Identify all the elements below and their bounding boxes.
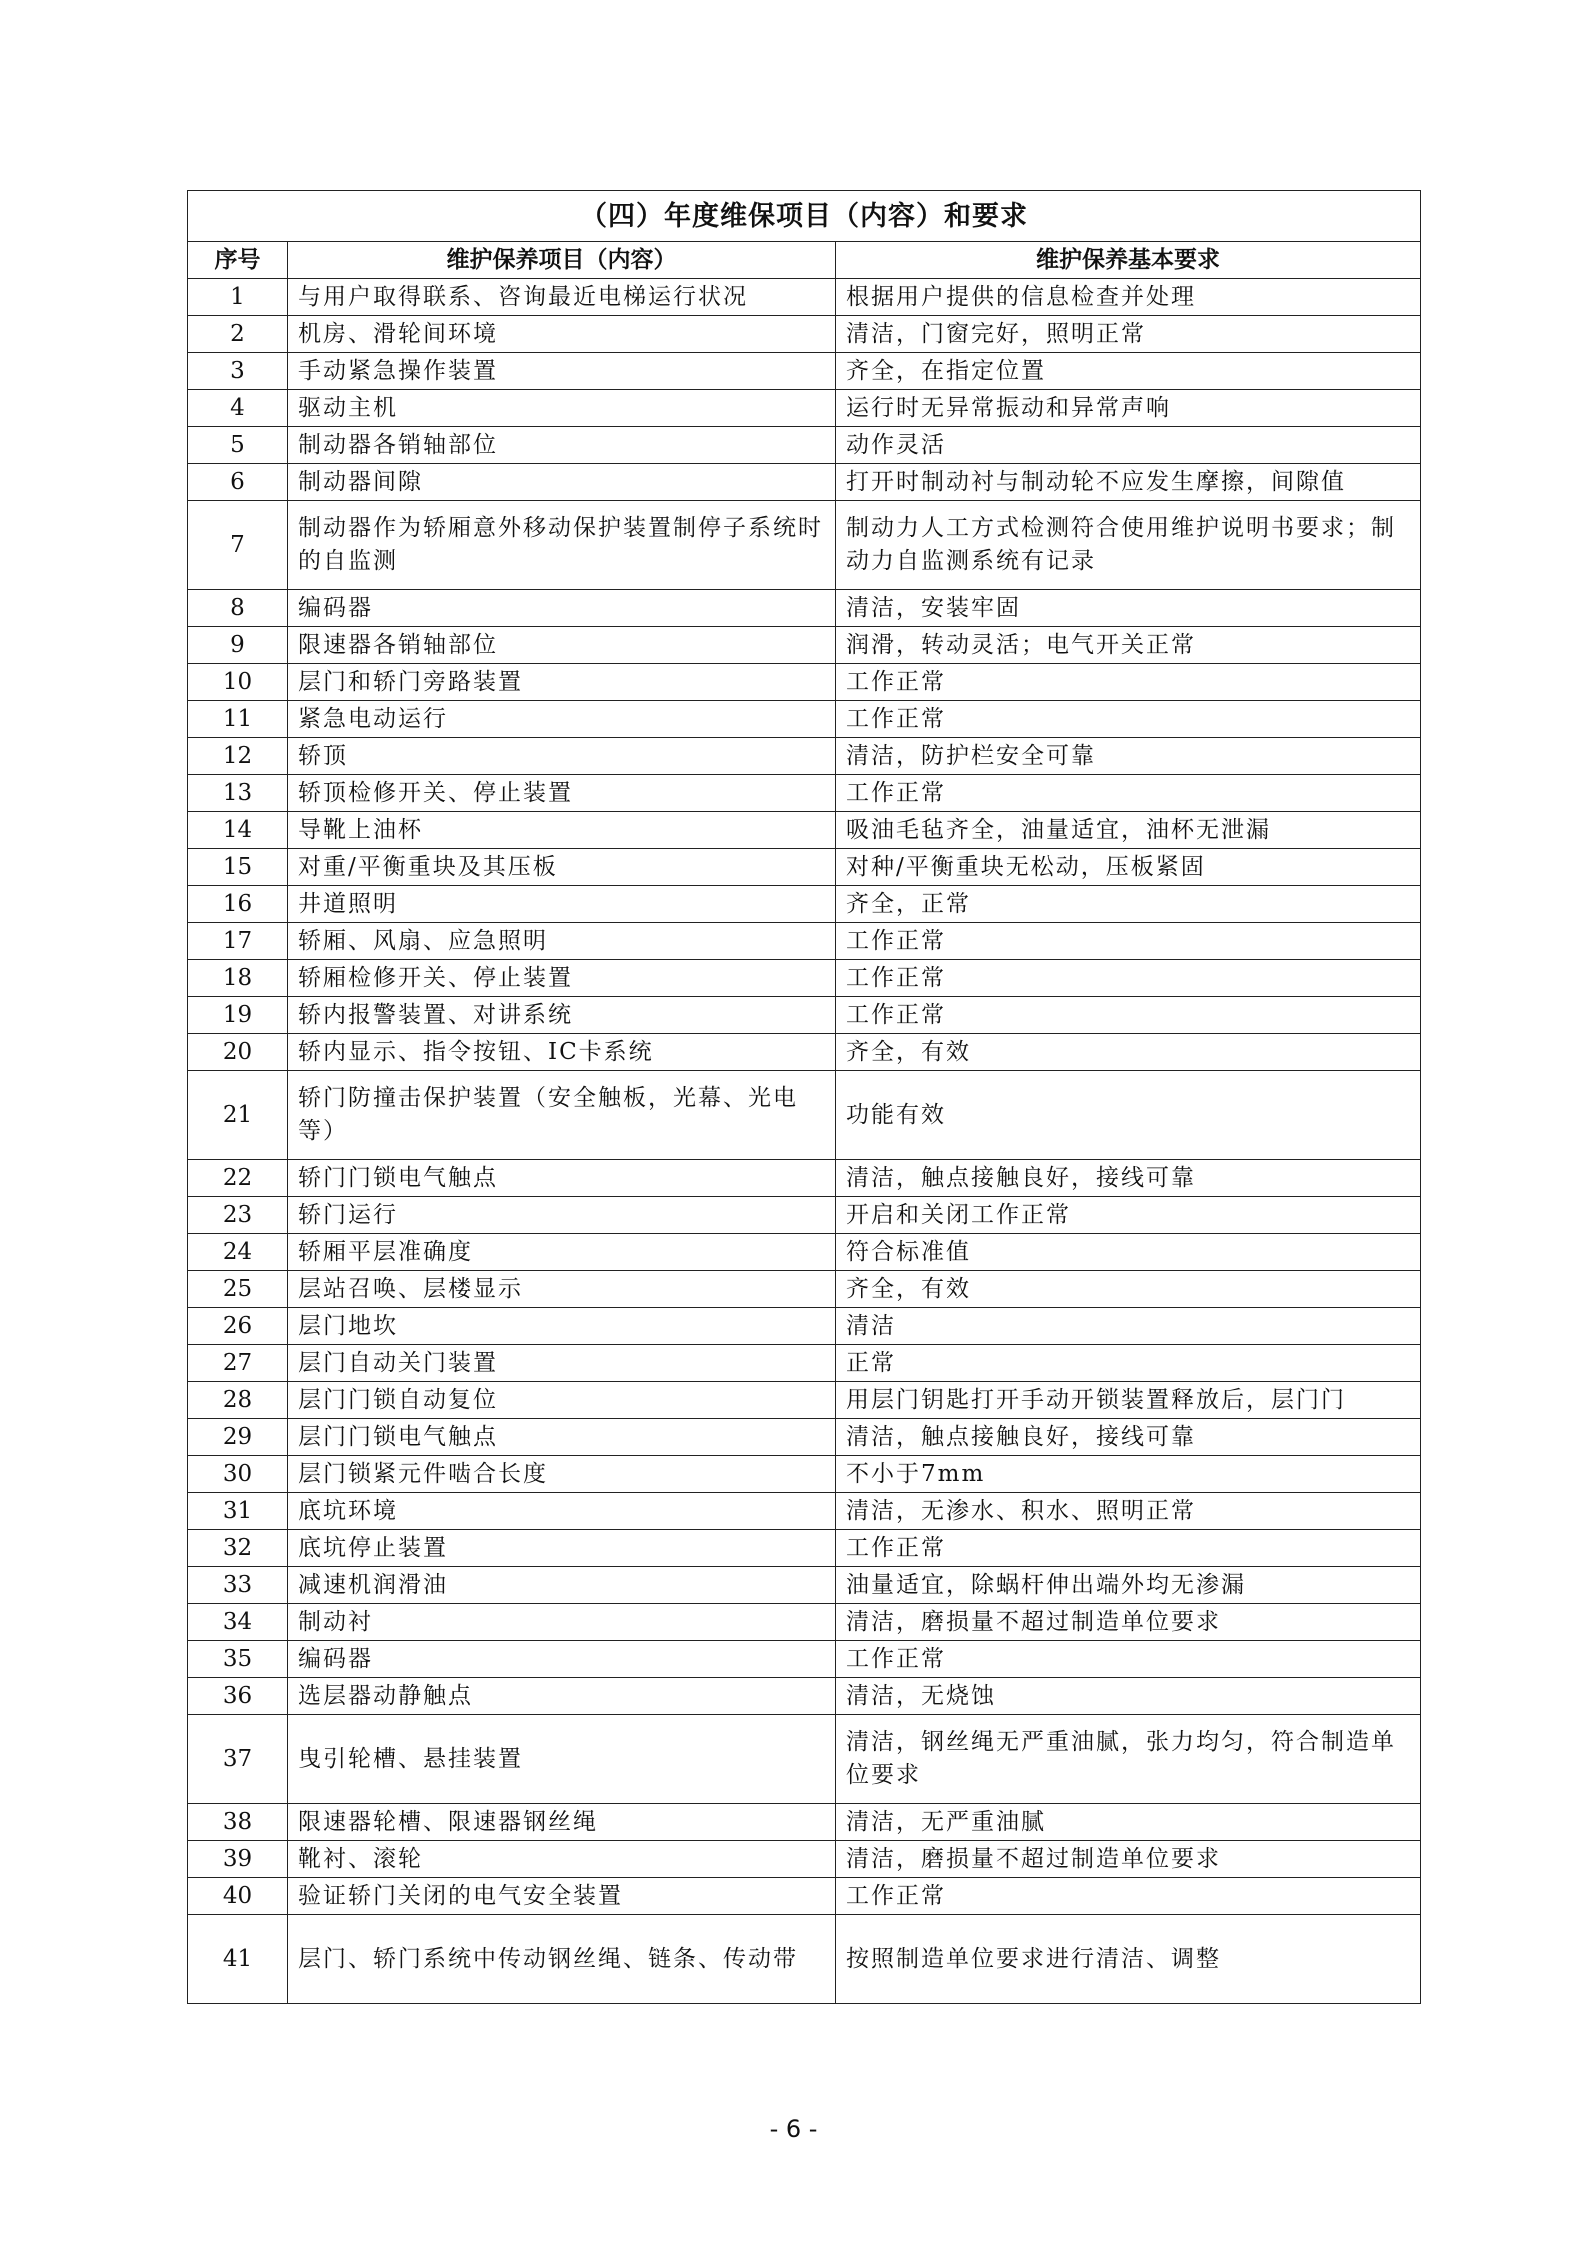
cell-no: 22: [188, 1160, 288, 1197]
table-row: [188, 1878, 1421, 1915]
cell-requirement: 功能有效: [836, 1071, 1421, 1160]
cell-item: 层门门锁自动复位: [288, 1382, 836, 1419]
cell-requirement: 工作正常: [836, 923, 1421, 960]
table-title-row: [188, 191, 1421, 242]
table-row: [188, 1345, 1421, 1382]
table-row: [188, 849, 1421, 886]
cell-requirement: 不小于7mm: [836, 1456, 1421, 1493]
cell-no: 2: [188, 316, 288, 353]
cell-requirement: 工作正常: [836, 997, 1421, 1034]
table-row: [188, 464, 1421, 501]
cell-no: 16: [188, 886, 288, 923]
cell-item: 轿厢平层准确度: [288, 1234, 836, 1271]
cell-item: 验证轿门关闭的电气安全装置: [288, 1878, 836, 1915]
cell-no: 30: [188, 1456, 288, 1493]
cell-no: 20: [188, 1034, 288, 1071]
cell-item: 手动紧急操作装置: [288, 353, 836, 390]
cell-item: 层门、轿门系统中传动钢丝绳、链条、传动带: [288, 1915, 836, 2004]
cell-item: 底坑环境: [288, 1493, 836, 1530]
cell-no: 1: [188, 279, 288, 316]
table-row: [188, 960, 1421, 997]
cell-no: 37: [188, 1715, 288, 1804]
cell-no: 39: [188, 1841, 288, 1878]
table-row: [188, 316, 1421, 353]
cell-no: 24: [188, 1234, 288, 1271]
cell-requirement: 清洁: [836, 1308, 1421, 1345]
cell-item: 驱动主机: [288, 390, 836, 427]
cell-item: 对重/平衡重块及其压板: [288, 849, 836, 886]
header-item: 维护保养项目（内容）: [288, 242, 836, 279]
cell-no: 40: [188, 1878, 288, 1915]
cell-item: 曳引轮槽、悬挂装置: [288, 1715, 836, 1804]
cell-no: 41: [188, 1915, 288, 2004]
cell-no: 27: [188, 1345, 288, 1382]
cell-requirement: 工作正常: [836, 664, 1421, 701]
cell-requirement: 清洁，门窗完好，照明正常: [836, 316, 1421, 353]
table-row: [188, 812, 1421, 849]
maintenance-table: [187, 190, 1421, 2004]
table-row: [188, 1567, 1421, 1604]
cell-requirement: 工作正常: [836, 1530, 1421, 1567]
cell-requirement: 清洁，无渗水、积水、照明正常: [836, 1493, 1421, 1530]
cell-no: 26: [188, 1308, 288, 1345]
table-row: [188, 1234, 1421, 1271]
cell-requirement: 齐全，正常: [836, 886, 1421, 923]
cell-no: 8: [188, 590, 288, 627]
cell-no: 11: [188, 701, 288, 738]
table-row: [188, 775, 1421, 812]
table-row: [188, 1641, 1421, 1678]
cell-item: 靴衬、滚轮: [288, 1841, 836, 1878]
cell-item: 层门地坎: [288, 1308, 836, 1345]
table-row: [188, 1604, 1421, 1641]
cell-item: 制动器间隙: [288, 464, 836, 501]
table-row: [188, 1456, 1421, 1493]
cell-item: 限速器各销轴部位: [288, 627, 836, 664]
cell-requirement: 工作正常: [836, 701, 1421, 738]
table-row: [188, 627, 1421, 664]
cell-requirement: 用层门钥匙打开手动开锁装置释放后，层门门: [836, 1382, 1421, 1419]
cell-no: 23: [188, 1197, 288, 1234]
table-row: [188, 1493, 1421, 1530]
table-row: [188, 997, 1421, 1034]
cell-no: 34: [188, 1604, 288, 1641]
cell-requirement: 工作正常: [836, 960, 1421, 997]
cell-item: 与用户取得联系、咨询最近电梯运行状况: [288, 279, 836, 316]
table-row: [188, 1271, 1421, 1308]
cell-item: 层门自动关门装置: [288, 1345, 836, 1382]
table-row: [188, 1382, 1421, 1419]
cell-requirement: 清洁，触点接触良好，接线可靠: [836, 1160, 1421, 1197]
cell-requirement: 清洁，无严重油腻: [836, 1804, 1421, 1841]
cell-item: 轿门运行: [288, 1197, 836, 1234]
cell-item: 轿内显示、指令按钮、IC卡系统: [288, 1034, 836, 1071]
cell-requirement: 工作正常: [836, 775, 1421, 812]
cell-no: 7: [188, 501, 288, 590]
table-row: [188, 738, 1421, 775]
table-row: [188, 1915, 1421, 2004]
cell-item: 层门锁紧元件啮合长度: [288, 1456, 836, 1493]
table-row: [188, 1071, 1421, 1160]
cell-requirement: 清洁，磨损量不超过制造单位要求: [836, 1841, 1421, 1878]
cell-item: 底坑停止装置: [288, 1530, 836, 1567]
cell-no: 25: [188, 1271, 288, 1308]
cell-item: 编码器: [288, 1641, 836, 1678]
cell-item: 井道照明: [288, 886, 836, 923]
cell-no: 14: [188, 812, 288, 849]
cell-requirement: 齐全，有效: [836, 1034, 1421, 1071]
table-row: [188, 427, 1421, 464]
cell-requirement: 清洁，安装牢固: [836, 590, 1421, 627]
cell-no: 3: [188, 353, 288, 390]
cell-item: 层门门锁电气触点: [288, 1419, 836, 1456]
header-no: 序号: [188, 242, 288, 279]
cell-item: 轿厢检修开关、停止装置: [288, 960, 836, 997]
table-row: [188, 1841, 1421, 1878]
table-row: [188, 1034, 1421, 1071]
cell-requirement: 根据用户提供的信息检查并处理: [836, 279, 1421, 316]
cell-item: 轿门门锁电气触点: [288, 1160, 836, 1197]
cell-no: 38: [188, 1804, 288, 1841]
cell-requirement: 正常: [836, 1345, 1421, 1382]
cell-no: 35: [188, 1641, 288, 1678]
header-requirement: 维护保养基本要求: [836, 242, 1421, 279]
cell-item: 选层器动静触点: [288, 1678, 836, 1715]
cell-item: 轿顶: [288, 738, 836, 775]
cell-requirement: 动作灵活: [836, 427, 1421, 464]
cell-item: 紧急电动运行: [288, 701, 836, 738]
table-title: （四）年度维保项目（内容）和要求: [188, 191, 1421, 242]
cell-requirement: 油量适宜，除蜗杆伸出端外均无渗漏: [836, 1567, 1421, 1604]
cell-requirement: 吸油毛毡齐全，油量适宜，油杯无泄漏: [836, 812, 1421, 849]
cell-item: 层门和轿门旁路装置: [288, 664, 836, 701]
cell-no: 21: [188, 1071, 288, 1160]
cell-item: 减速机润滑油: [288, 1567, 836, 1604]
cell-item: 制动器作为轿厢意外移动保护装置制停子系统时的自监测: [288, 501, 836, 590]
table-row: [188, 701, 1421, 738]
cell-requirement: 开启和关闭工作正常: [836, 1197, 1421, 1234]
cell-no: 5: [188, 427, 288, 464]
cell-item: 轿顶检修开关、停止装置: [288, 775, 836, 812]
table-row: [188, 664, 1421, 701]
table-row: [188, 886, 1421, 923]
table-row: [188, 1419, 1421, 1456]
cell-requirement: 清洁，磨损量不超过制造单位要求: [836, 1604, 1421, 1641]
cell-no: 32: [188, 1530, 288, 1567]
cell-no: 36: [188, 1678, 288, 1715]
table-row: [188, 390, 1421, 427]
cell-no: 19: [188, 997, 288, 1034]
cell-requirement: 齐全，在指定位置: [836, 353, 1421, 390]
table-row: [188, 1804, 1421, 1841]
cell-no: 13: [188, 775, 288, 812]
cell-item: 机房、滑轮间环境: [288, 316, 836, 353]
cell-no: 6: [188, 464, 288, 501]
table-row: [188, 1197, 1421, 1234]
table-row: [188, 501, 1421, 590]
cell-no: 12: [188, 738, 288, 775]
cell-no: 9: [188, 627, 288, 664]
table-row: [188, 279, 1421, 316]
cell-item: 轿门防撞击保护装置（安全触板，光幕、光电等）: [288, 1071, 836, 1160]
cell-requirement: 齐全，有效: [836, 1271, 1421, 1308]
cell-item: 限速器轮槽、限速器钢丝绳: [288, 1804, 836, 1841]
cell-requirement: 清洁，触点接触良好，接线可靠: [836, 1419, 1421, 1456]
cell-no: 10: [188, 664, 288, 701]
table-row: [188, 1715, 1421, 1804]
cell-requirement: 对种/平衡重块无松动，压板紧固: [836, 849, 1421, 886]
cell-no: 17: [188, 923, 288, 960]
cell-item: 导靴上油杯: [288, 812, 836, 849]
cell-item: 制动衬: [288, 1604, 836, 1641]
cell-requirement: 运行时无异常振动和异常声响: [836, 390, 1421, 427]
cell-requirement: 清洁，无烧蚀: [836, 1678, 1421, 1715]
table-row: [188, 590, 1421, 627]
cell-requirement: 工作正常: [836, 1641, 1421, 1678]
cell-no: 29: [188, 1419, 288, 1456]
cell-no: 18: [188, 960, 288, 997]
table-row: [188, 923, 1421, 960]
table-body: [188, 279, 1421, 2004]
cell-requirement: 清洁，钢丝绳无严重油腻，张力均匀，符合制造单位要求: [836, 1715, 1421, 1804]
cell-no: 4: [188, 390, 288, 427]
cell-no: 31: [188, 1493, 288, 1530]
table-row: [188, 1308, 1421, 1345]
page-number: - 6 -: [769, 2115, 818, 2143]
cell-requirement: 符合标准值: [836, 1234, 1421, 1271]
table-row: [188, 1530, 1421, 1567]
cell-requirement: 工作正常: [836, 1878, 1421, 1915]
cell-item: 编码器: [288, 590, 836, 627]
table-row: [188, 1678, 1421, 1715]
cell-no: 33: [188, 1567, 288, 1604]
table-header-row: [188, 242, 1421, 279]
cell-no: 28: [188, 1382, 288, 1419]
table-row: [188, 353, 1421, 390]
cell-no: 15: [188, 849, 288, 886]
cell-item: 制动器各销轴部位: [288, 427, 836, 464]
cell-requirement: 打开时制动衬与制动轮不应发生摩擦，间隙值: [836, 464, 1421, 501]
table-row: [188, 1160, 1421, 1197]
cell-requirement: 润滑，转动灵活；电气开关正常: [836, 627, 1421, 664]
cell-requirement: 制动力人工方式检测符合使用维护说明书要求；制动力自监测系统有记录: [836, 501, 1421, 590]
cell-item: 轿厢、风扇、应急照明: [288, 923, 836, 960]
cell-item: 层站召唤、层楼显示: [288, 1271, 836, 1308]
cell-requirement: 按照制造单位要求进行清洁、调整: [836, 1915, 1421, 2004]
cell-requirement: 清洁，防护栏安全可靠: [836, 738, 1421, 775]
cell-item: 轿内报警装置、对讲系统: [288, 997, 836, 1034]
